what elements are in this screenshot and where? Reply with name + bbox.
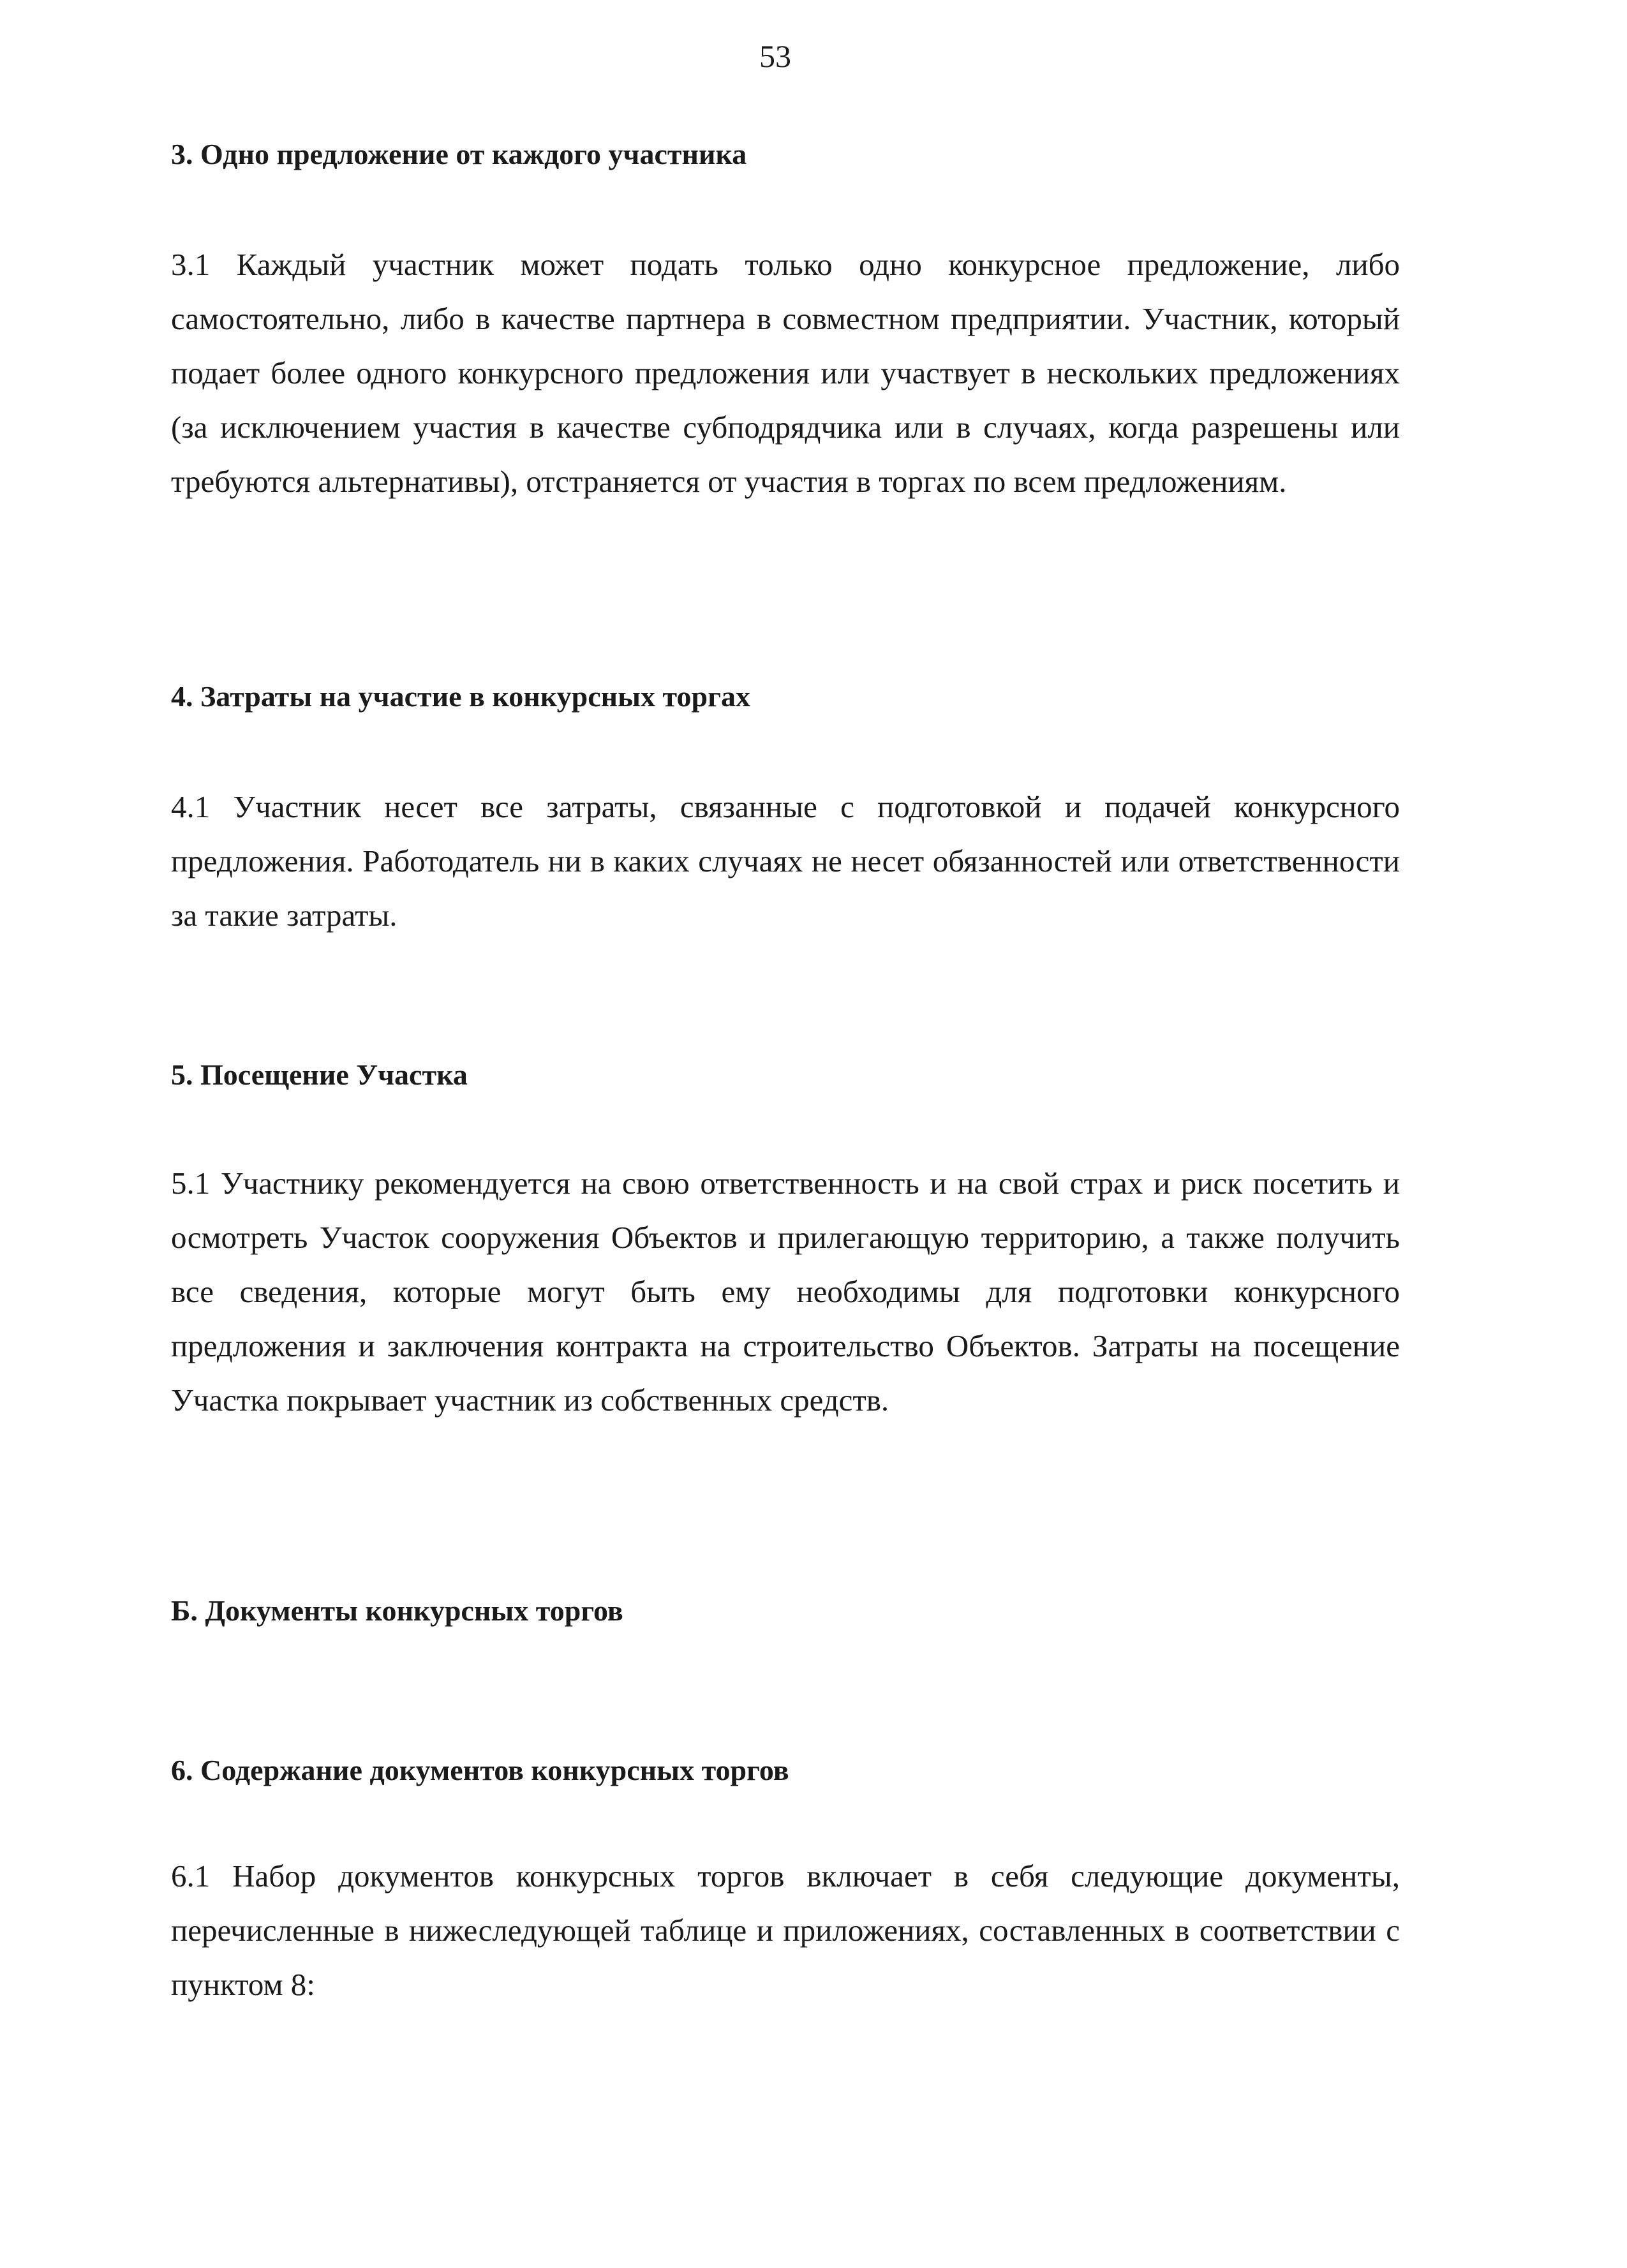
section-3-heading: 3. Одно предложение от каждого участника [171,138,747,170]
section-5-heading: 5. Посещение Участка [171,1058,468,1091]
section-4-heading: 4. Затраты на участие в конкурсных торгах [171,680,751,713]
section-6-paragraph: 6.1 Набор документов конкурсных торгов включает в себя следующие документы, перечисленные в нижеследующей таблице и приложениях, составленных в соответствии с пунктом 8: [171,1858,1400,2002]
section-4-paragraph: 4.1 Участник несет все затраты, связанные с подготовкой и подачей конкурсного предложения. Работодатель ни в каких случаях не несет обязанностей или ответственности за такие затраты. [171,789,1400,933]
page-number: 53 [759,38,791,74]
section-6-heading: 6. Содержание документов конкурсных торгов [171,1754,789,1786]
part-b-heading: Б. Документы конкурсных торгов [171,1594,623,1627]
section-5-paragraph: 5.1 Участнику рекомендуется на свою ответственность и на свой страх и риск посетить и осмотреть Участок сооружения Объектов и прилегающую территорию, а также получить все сведения, которые могут быть ему необходимы для подготовки конкурсного предложения и заключения контракта на строительство Объектов. Затраты на посещение Участка покрывает участник из собственных средств. [171,1166,1400,1418]
section-3-paragraph: 3.1 Каждый участник может подать только одно конкурсное предложение, либо самостоятельно, либо в качестве партнера в совместном предприятии. Участник, который подает более одного конкурсного предложения или участвует в нескольких предложениях (за исключением участия в качестве субподрядчика или в случаях, когда разрешены или требуются альтернативы), отстраняется от участия в торгах по всем предложениям. [171,247,1400,499]
